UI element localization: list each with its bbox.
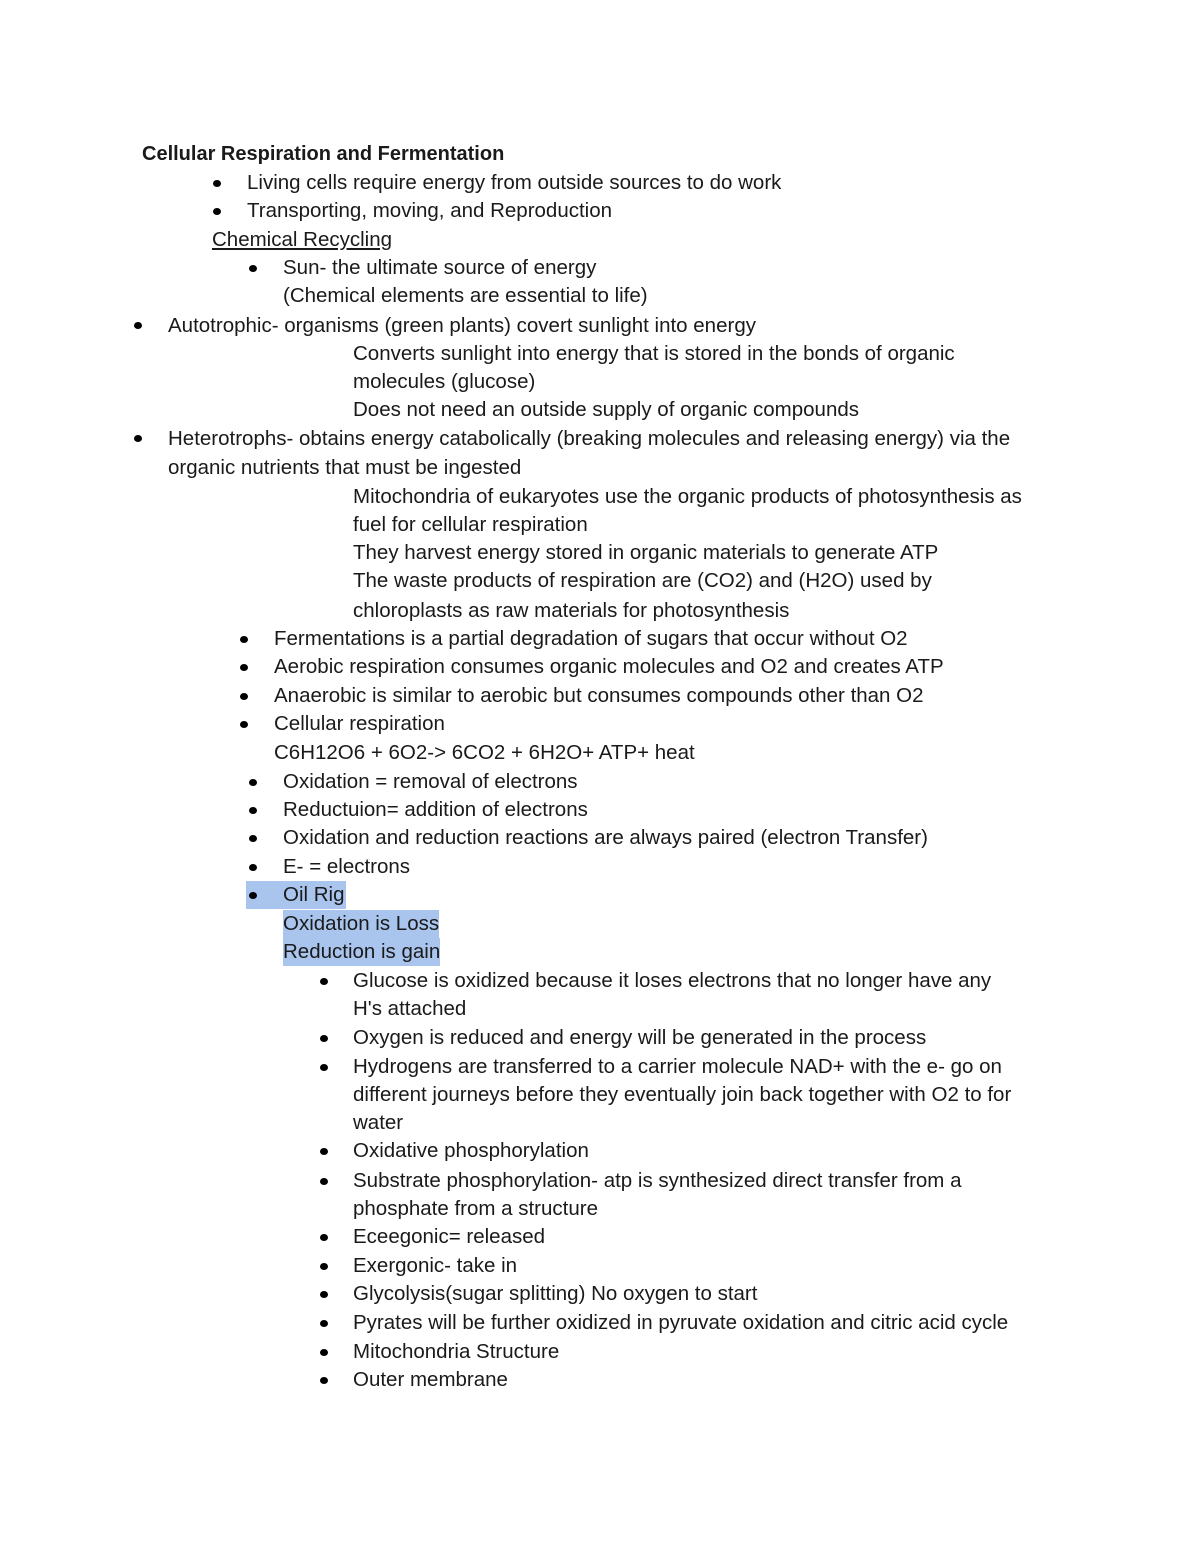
bullet <box>249 835 257 842</box>
bullet <box>249 807 257 814</box>
bullet <box>320 1349 328 1356</box>
bullet <box>240 636 248 643</box>
bullet <box>320 1064 328 1071</box>
list-item-continuation: organic nutrients that must be ingested <box>168 456 522 479</box>
list-item: Eceegonic= released <box>353 1225 546 1248</box>
list-item-continuation: molecules (glucose) <box>353 370 536 393</box>
section-heading: Chemical Recycling <box>212 228 393 251</box>
bullet <box>134 435 142 442</box>
list-item: Aerobic respiration consumes organic molecules and O2 and creates ATP <box>274 655 944 678</box>
list-item: Cellular respiration <box>274 712 445 735</box>
list-item-continuation: (Chemical elements are essential to life) <box>283 284 648 307</box>
list-item: Reductuion= addition of electrons <box>283 798 588 821</box>
bullet <box>320 1291 328 1298</box>
bullet <box>213 180 221 187</box>
list-item-continuation: Does not need an outside supply of organic compounds <box>353 398 860 421</box>
list-item-continuation: H's attached <box>353 997 467 1020</box>
equation: C6H12O6 + 6O2-> 6CO2 + 6H2O+ ATP+ heat <box>274 741 695 764</box>
list-item: Glucose is oxidized because it loses electrons that no longer have any <box>353 969 992 992</box>
list-item: Glycolysis(sugar splitting) No oxygen to start <box>353 1282 758 1305</box>
list-item-continuation: The waste products of respiration are (CO2) and (H2O) used by <box>353 569 932 592</box>
bullet <box>213 208 221 215</box>
list-item-continuation: Converts sunlight into energy that is stored in the bonds of organic <box>353 342 955 365</box>
list-item: Anaerobic is similar to aerobic but consumes compounds other than O2 <box>274 684 924 707</box>
bullet <box>240 693 248 700</box>
bullet <box>249 892 257 899</box>
list-item-continuation: different journeys before they eventually join back together with O2 to for <box>353 1083 1012 1106</box>
highlighted-item: Oil Rig <box>283 881 345 909</box>
highlighted-item: Reduction is gain <box>283 938 440 966</box>
list-item-continuation: They harvest energy stored in organic materials to generate ATP <box>353 541 939 564</box>
bullet <box>320 1178 328 1185</box>
bullet <box>320 1234 328 1241</box>
list-item: Oxidative phosphorylation <box>353 1139 589 1162</box>
list-item: Transporting, moving, and Reproduction <box>247 199 613 222</box>
list-item-continuation: water <box>353 1111 404 1134</box>
list-item: Outer membrane <box>353 1368 508 1391</box>
bullet <box>320 1148 328 1155</box>
list-item: Substrate phosphorylation- atp is synthesized direct transfer from a <box>353 1169 962 1192</box>
bullet <box>320 1377 328 1384</box>
list-item-continuation: fuel for cellular respiration <box>353 513 588 536</box>
list-item-continuation: Mitochondria of eukaryotes use the organic products of photosynthesis as <box>353 485 1022 508</box>
bullet <box>249 864 257 871</box>
list-item: Hydrogens are transferred to a carrier molecule NAD+ with the e- go on <box>353 1055 1002 1078</box>
list-item: Living cells require energy from outside sources to do work <box>247 171 782 194</box>
bullet <box>240 721 248 728</box>
list-item-continuation: phosphate from a structure <box>353 1197 598 1220</box>
document-title: Cellular Respiration and Fermentation <box>142 143 505 165</box>
list-item: Autotrophic- organisms (green plants) covert sunlight into energy <box>168 314 756 337</box>
bullet <box>249 779 257 786</box>
list-item: Oxygen is reduced and energy will be generated in the process <box>353 1026 927 1049</box>
bullet <box>249 265 257 272</box>
bullet <box>320 1320 328 1327</box>
list-item-continuation: chloroplasts as raw materials for photosynthesis <box>353 599 790 622</box>
highlighted-item: Oxidation is Loss <box>283 910 439 938</box>
list-item: Pyrates will be further oxidized in pyruvate oxidation and citric acid cycle <box>353 1311 1009 1334</box>
bullet <box>134 322 142 329</box>
list-item: Mitochondria Structure <box>353 1340 560 1363</box>
list-item: Oxidation = removal of electrons <box>283 770 578 793</box>
bullet <box>320 1263 328 1270</box>
list-item: Heterotrophs- obtains energy catabolically (breaking molecules and releasing energy) via the <box>168 427 1011 450</box>
list-item: Sun- the ultimate source of energy <box>283 256 597 279</box>
bullet <box>320 978 328 985</box>
list-item: Oxidation and reduction reactions are always paired (electron Transfer) <box>283 826 928 849</box>
list-item: Exergonic- take in <box>353 1254 518 1277</box>
list-item: E- = electrons <box>283 855 411 878</box>
bullet <box>320 1035 328 1042</box>
bullet <box>240 664 248 671</box>
list-item: Fermentations is a partial degradation of sugars that occur without O2 <box>274 627 908 650</box>
